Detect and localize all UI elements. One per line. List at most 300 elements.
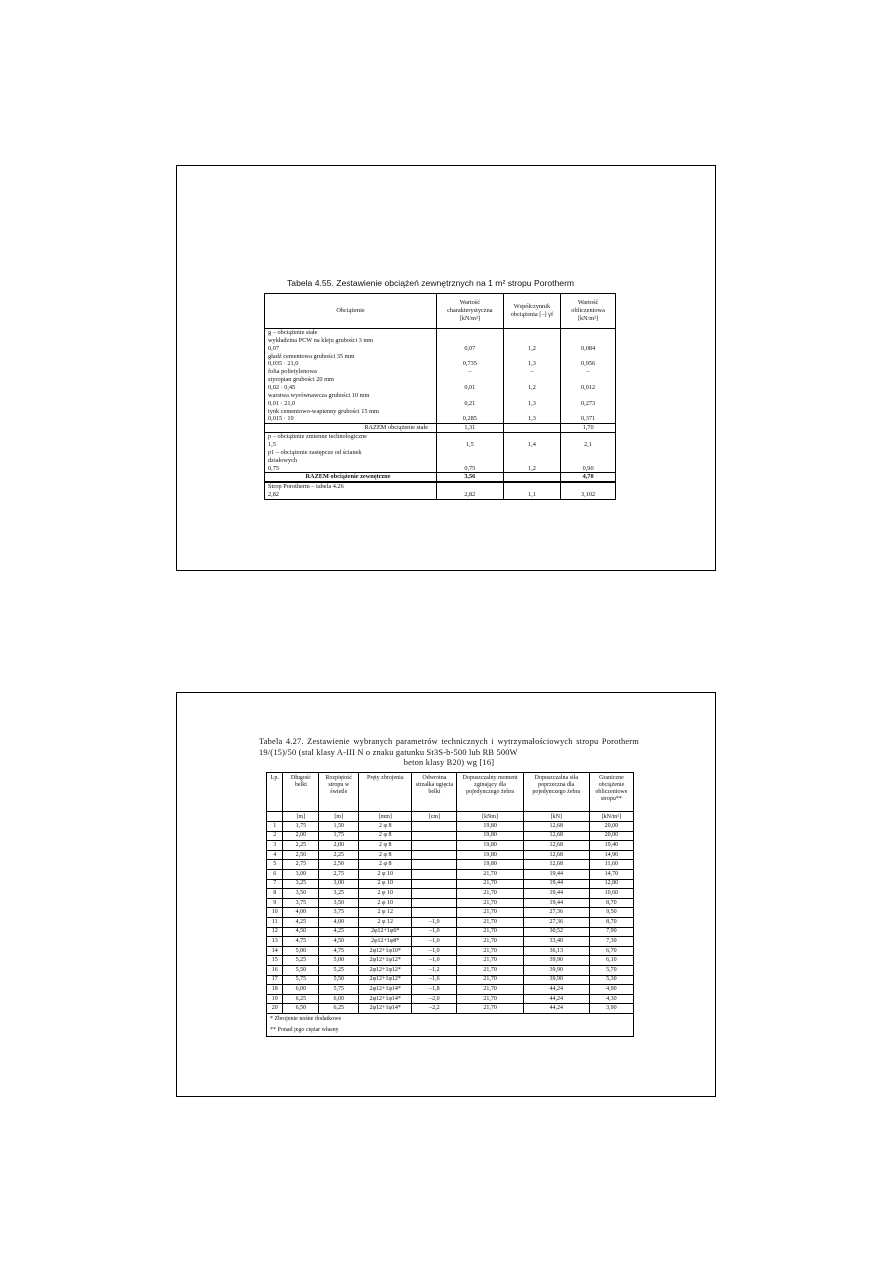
col-header-moment: Dopuszczalny moment zginający dla pojedynczego żebra: [457, 773, 523, 812]
limit-load-cell: 12,80: [589, 879, 633, 889]
value-factor: 1,2: [503, 384, 561, 392]
value-design: 3,102: [561, 491, 616, 499]
value-characteristic: [437, 433, 504, 441]
value-factor: 1,1: [503, 491, 561, 499]
span-cell: 2,25: [319, 850, 359, 860]
beam-length-cell: 4,50: [283, 927, 319, 937]
lp-cell: 7: [267, 879, 283, 889]
value-design: [561, 376, 616, 384]
table-row: [267, 831, 634, 841]
span-cell: 2,75: [319, 869, 359, 879]
unit-cell: [kN]: [523, 812, 589, 822]
lp-cell: 1: [267, 822, 283, 832]
table-row: [267, 908, 634, 918]
table-row: [267, 965, 634, 975]
col-header-design: Wartość obliczeniowa [kN/m²]: [561, 294, 616, 329]
rebars-cell: 2 φ 10: [359, 869, 412, 879]
value-design: [561, 408, 616, 416]
span-cell: 3,25: [319, 889, 359, 899]
moment-cell: 21,70: [457, 908, 523, 918]
value-characteristic: 0,21: [437, 400, 504, 408]
shear-cell: 44,24: [523, 994, 589, 1004]
beam-length-cell: 5,00: [283, 946, 319, 956]
limit-load-cell: 5,30: [589, 975, 633, 985]
unit-cell: [kNm]: [457, 812, 523, 822]
camber-cell: [412, 850, 457, 860]
span-cell: 4,50: [319, 937, 359, 947]
rebars-cell: 2φ12+1φ14*: [359, 994, 412, 1004]
table-row: [267, 956, 634, 966]
col-header-limit-load: Graniczne obciążenie obliczeniowe stropu**: [589, 773, 633, 812]
moment-cell: 21,70: [457, 1004, 523, 1014]
col-header-span: Rozpiętość stropu w świetle: [319, 773, 359, 812]
value-characteristic: 0,07: [437, 345, 504, 353]
load-description: 1,5: [265, 441, 437, 449]
shear-cell: 36,13: [523, 946, 589, 956]
unit-cell: [cm]: [412, 812, 457, 822]
value-characteristic: 0,735: [437, 360, 504, 368]
footnote-2: ** Ponad jego ciężar własny: [267, 1025, 634, 1037]
load-row: [265, 415, 616, 423]
value-factor: 1,3: [503, 415, 561, 423]
loads-table: [264, 293, 616, 500]
moment-cell: 21,70: [457, 917, 523, 927]
col-header-load: Obciążenie: [265, 294, 437, 329]
camber-cell: –1,0: [412, 927, 457, 937]
beam-length-cell: 5,75: [283, 975, 319, 985]
value-factor: [503, 329, 561, 337]
moment-cell: 21,70: [457, 927, 523, 937]
value-design: [561, 457, 616, 465]
camber-cell: [412, 869, 457, 879]
sum-value-characteristic: 1,31: [437, 424, 504, 433]
value-factor: 1,3: [503, 360, 561, 368]
rebars-cell: 2 φ 10: [359, 879, 412, 889]
moment-cell: 19,80: [457, 860, 523, 870]
load-description: Strop Porotherm – tabela 4.26: [265, 482, 437, 491]
moment-cell: 21,70: [457, 937, 523, 947]
caption-line-3: beton klasy B20) wg [16]: [403, 758, 495, 767]
value-characteristic: [437, 337, 504, 345]
table-row: [267, 860, 634, 870]
limit-load-cell: 3,90: [589, 1004, 633, 1014]
value-design: 0,371: [561, 415, 616, 423]
table-caption-4-55: Tabela 4.55. Zestawienie obciążeń zewnętrznych na 1 m² stropu Porotherm: [287, 278, 575, 288]
camber-cell: –1,0: [412, 917, 457, 927]
shear-cell: 12,68: [523, 860, 589, 870]
shear-cell: 39,90: [523, 975, 589, 985]
load-description: gładź cementowa grubości 35 mm: [265, 353, 437, 361]
dead-load-rows: [265, 329, 616, 424]
beam-length-cell: 2,25: [283, 841, 319, 851]
load-description: p1 – obciążenie zastępcze od ścianek: [265, 449, 437, 457]
span-cell: 1,50: [319, 822, 359, 832]
moment-cell: 21,70: [457, 956, 523, 966]
shear-cell: 44,24: [523, 985, 589, 995]
load-description: działowych: [265, 457, 437, 465]
span-cell: 3,00: [319, 879, 359, 889]
load-description: 0,035 · 21,0: [265, 360, 437, 368]
table-row: [267, 917, 634, 927]
table-caption-4-27: [259, 737, 639, 769]
rebars-cell: 2 φ 8: [359, 850, 412, 860]
limit-load-cell: 20,00: [589, 822, 633, 832]
limit-load-cell: 4,30: [589, 994, 633, 1004]
span-cell: 6,00: [319, 994, 359, 1004]
value-design: 0,012: [561, 384, 616, 392]
col-header-camber: Odwrotna strzałka ugięcia belki: [412, 773, 457, 812]
lp-cell: 10: [267, 908, 283, 918]
moment-cell: 21,70: [457, 985, 523, 995]
table-row: [267, 946, 634, 956]
limit-load-cell: 11,60: [589, 860, 633, 870]
load-row: [265, 465, 616, 473]
value-characteristic: 0,75: [437, 465, 504, 473]
lp-cell: 2: [267, 831, 283, 841]
lp-cell: 18: [267, 985, 283, 995]
moment-cell: 21,70: [457, 889, 523, 899]
limit-load-cell: 7,90: [589, 927, 633, 937]
value-characteristic: [437, 376, 504, 384]
beam-length-cell: 2,00: [283, 831, 319, 841]
value-design: [561, 337, 616, 345]
page-frame-1: [176, 165, 716, 571]
shear-cell: 39,90: [523, 965, 589, 975]
table-row: [267, 937, 634, 947]
value-design: 0,273: [561, 400, 616, 408]
value-characteristic: [437, 392, 504, 400]
sum-value-characteristic: 3,56: [437, 473, 504, 482]
camber-cell: [412, 822, 457, 832]
limit-load-cell: 6,10: [589, 956, 633, 966]
camber-cell: –1,2: [412, 965, 457, 975]
shear-cell: 19,44: [523, 898, 589, 908]
limit-load-cell: 10,60: [589, 889, 633, 899]
table-row: [267, 985, 634, 995]
span-cell: 2,50: [319, 860, 359, 870]
shear-cell: 39,90: [523, 956, 589, 966]
camber-cell: [412, 889, 457, 899]
limit-load-cell: 6,70: [589, 946, 633, 956]
span-cell: 1,75: [319, 831, 359, 841]
col-header-characteristic: Wartość charakterystyczna [kN/m²]: [437, 294, 504, 329]
load-row: [265, 376, 616, 384]
camber-cell: [412, 860, 457, 870]
load-description: 0,07: [265, 345, 437, 353]
value-characteristic: –: [437, 368, 504, 376]
rebars-cell: 2 φ 10: [359, 889, 412, 899]
shear-cell: 33,40: [523, 937, 589, 947]
beam-length-cell: 4,25: [283, 917, 319, 927]
load-row: [265, 329, 616, 337]
shear-cell: 44,24: [523, 1004, 589, 1014]
load-row: [265, 392, 616, 400]
load-description: 0,01 · 21,0: [265, 400, 437, 408]
value-factor: [503, 457, 561, 465]
load-row: [265, 482, 616, 491]
camber-cell: –1,0: [412, 956, 457, 966]
rebars-cell: 2φ12+1φ12*: [359, 975, 412, 985]
value-factor: [503, 392, 561, 400]
lp-cell: 16: [267, 965, 283, 975]
span-cell: 5,75: [319, 985, 359, 995]
beam-length-cell: 5,50: [283, 965, 319, 975]
value-design: 0,956: [561, 360, 616, 368]
value-design: 0,084: [561, 345, 616, 353]
slab-rows: [265, 482, 616, 499]
span-cell: 3,50: [319, 898, 359, 908]
shear-cell: 19,44: [523, 879, 589, 889]
load-description: 0,75: [265, 465, 437, 473]
load-row: [265, 400, 616, 408]
value-characteristic: [437, 329, 504, 337]
slab-parameters-table: [266, 772, 634, 1037]
rebars-cell: 2 φ 10: [359, 898, 412, 908]
limit-load-cell: 5,70: [589, 965, 633, 975]
footnote-row: [267, 1025, 634, 1037]
beam-length-cell: 6,50: [283, 1004, 319, 1014]
limit-load-cell: 7,30: [589, 937, 633, 947]
table-row: [267, 994, 634, 1004]
caption-line-2: stropu Porotherm 19/(15)/50 (stal klasy A-III N o znaku gatunku St3S-b-500 lub RB 500W: [259, 737, 640, 757]
rebars-cell: 2 φ 12: [359, 917, 412, 927]
moment-cell: 19,80: [457, 822, 523, 832]
load-row: [265, 457, 616, 465]
table-row: [267, 927, 634, 937]
beam-length-cell: 6,00: [283, 985, 319, 995]
camber-cell: [412, 908, 457, 918]
shear-cell: 12,68: [523, 850, 589, 860]
span-cell: 4,00: [319, 917, 359, 927]
sum-value-factor: [503, 424, 561, 433]
beam-length-cell: 2,50: [283, 850, 319, 860]
table-row: [267, 841, 634, 851]
limit-load-cell: 8,70: [589, 898, 633, 908]
page-frame-2: [176, 692, 716, 1097]
beam-length-cell: 4,00: [283, 908, 319, 918]
moment-cell: 21,70: [457, 869, 523, 879]
value-design: –: [561, 368, 616, 376]
beam-length-cell: 2,75: [283, 860, 319, 870]
load-description: p – obciążenie zmienne technologiczne: [265, 433, 437, 441]
load-description: 0,02 · 0,45: [265, 384, 437, 392]
lp-cell: 6: [267, 869, 283, 879]
moment-cell: 19,80: [457, 831, 523, 841]
beam-length-cell: 4,75: [283, 937, 319, 947]
load-row: [265, 408, 616, 416]
load-row: [265, 337, 616, 345]
load-description: tynk cementowo-wapienny grubości 15 mm: [265, 408, 437, 416]
load-row: [265, 384, 616, 392]
value-characteristic: 1,5: [437, 441, 504, 449]
value-characteristic: [437, 457, 504, 465]
limit-load-cell: 19,40: [589, 841, 633, 851]
table-row: [267, 1004, 634, 1014]
load-description: styropian grubości 20 mm: [265, 376, 437, 384]
camber-cell: –2,2: [412, 1004, 457, 1014]
lp-cell: 20: [267, 1004, 283, 1014]
load-row: [265, 345, 616, 353]
moment-cell: 21,70: [457, 994, 523, 1004]
lp-cell: 9: [267, 898, 283, 908]
value-characteristic: [437, 408, 504, 416]
value-factor: [503, 353, 561, 361]
load-row: [265, 449, 616, 457]
load-row: [265, 491, 616, 499]
beam-length-cell: 6,25: [283, 994, 319, 1004]
rebars-cell: 2 φ 8: [359, 860, 412, 870]
value-characteristic: 0,285: [437, 415, 504, 423]
span-cell: 5,25: [319, 965, 359, 975]
load-description: wykładzina PCW na kleju grubości 3 mm: [265, 337, 437, 345]
rebars-cell: 2 φ 8: [359, 841, 412, 851]
shear-cell: 19,44: [523, 869, 589, 879]
load-row: [265, 353, 616, 361]
col-header-factor: Współczynnik obciążenia [–] γf: [503, 294, 561, 329]
shear-cell: 19,44: [523, 889, 589, 899]
sum-value-design: 4,70: [561, 473, 616, 482]
rebars-cell: 2φ12+1φ12*: [359, 956, 412, 966]
rebars-cell: 2φ12+1φ14*: [359, 985, 412, 995]
table-row: [267, 889, 634, 899]
sum-label: RAZEM obciążenie zewnętrzne: [265, 473, 437, 482]
value-factor: [503, 433, 561, 441]
live-load-rows: [265, 433, 616, 473]
camber-cell: –1,0: [412, 937, 457, 947]
limit-load-cell: 14,70: [589, 869, 633, 879]
unit-cell: [mm]: [359, 812, 412, 822]
value-characteristic: 0,01: [437, 384, 504, 392]
rebars-cell: 2 φ 8: [359, 822, 412, 832]
units-row: [267, 812, 634, 822]
value-factor: 1,2: [503, 465, 561, 473]
shear-cell: 27,36: [523, 917, 589, 927]
camber-cell: [412, 898, 457, 908]
rebars-cell: 2φ12+1φ14*: [359, 1004, 412, 1014]
table-row: [267, 975, 634, 985]
load-description: folia polietylenowa: [265, 368, 437, 376]
value-design: 2,1: [561, 441, 616, 449]
camber-cell: [412, 831, 457, 841]
unit-cell: [m]: [283, 812, 319, 822]
value-factor: [503, 449, 561, 457]
shear-cell: 12,68: [523, 841, 589, 851]
lp-cell: 3: [267, 841, 283, 851]
lp-cell: 13: [267, 937, 283, 947]
footnote-1: * Zbrojenie nośne dodatkowe: [267, 1013, 634, 1025]
moment-cell: 19,80: [457, 841, 523, 851]
beam-length-cell: 3,75: [283, 898, 319, 908]
load-row: [265, 360, 616, 368]
sum-row-dead: [265, 424, 616, 433]
value-design: [561, 449, 616, 457]
lp-cell: 5: [267, 860, 283, 870]
caption-line-1: Tabela 4.27. Zestawienie wybranych parametrów technicznych i wytrzymałościowych: [259, 737, 573, 746]
limit-load-cell: 20,00: [589, 831, 633, 841]
span-cell: 5,50: [319, 975, 359, 985]
lp-cell: 8: [267, 889, 283, 899]
rebars-cell: 2φ12+1φ6*: [359, 927, 412, 937]
camber-cell: –1,6: [412, 975, 457, 985]
value-design: [561, 482, 616, 491]
value-factor: 1,4: [503, 441, 561, 449]
value-factor: 1,2: [503, 345, 561, 353]
sum-row-external: [265, 473, 616, 482]
rebars-cell: 2 φ 12: [359, 908, 412, 918]
span-cell: 2,00: [319, 841, 359, 851]
value-factor: 1,3: [503, 400, 561, 408]
parameter-rows: [267, 822, 634, 1014]
camber-cell: –1,0: [412, 946, 457, 956]
load-row: [265, 441, 616, 449]
value-design: [561, 329, 616, 337]
value-characteristic: [437, 449, 504, 457]
value-factor: [503, 376, 561, 384]
sum-value-design: 1,70: [561, 424, 616, 433]
beam-length-cell: 3,25: [283, 879, 319, 889]
load-description: warstwa wyrównawcza grubości 10 mm: [265, 392, 437, 400]
rebars-cell: 2 φ 8: [359, 831, 412, 841]
lp-cell: 12: [267, 927, 283, 937]
col-header-rebars: Pręty zbrojenia: [359, 773, 412, 812]
lp-cell: 15: [267, 956, 283, 966]
lp-cell: 19: [267, 994, 283, 1004]
moment-cell: 21,70: [457, 975, 523, 985]
limit-load-cell: 14,90: [589, 850, 633, 860]
beam-length-cell: 5,25: [283, 956, 319, 966]
value-design: 0,90: [561, 465, 616, 473]
rebars-cell: 2φ12+1φ12*: [359, 965, 412, 975]
camber-cell: [412, 841, 457, 851]
lp-cell: 4: [267, 850, 283, 860]
moment-cell: 21,70: [457, 879, 523, 889]
table-row: [267, 822, 634, 832]
value-characteristic: 2,82: [437, 491, 504, 499]
unit-cell: [m]: [319, 812, 359, 822]
shear-cell: 30,52: [523, 927, 589, 937]
shear-cell: 12,68: [523, 831, 589, 841]
value-factor: [503, 482, 561, 491]
moment-cell: 19,80: [457, 850, 523, 860]
span-cell: 4,75: [319, 946, 359, 956]
shear-cell: 12,68: [523, 822, 589, 832]
table-row: [267, 898, 634, 908]
limit-load-cell: 4,90: [589, 985, 633, 995]
load-description: g – obciążenie stałe: [265, 329, 437, 337]
lp-cell: 14: [267, 946, 283, 956]
moment-cell: 21,70: [457, 898, 523, 908]
value-design: [561, 392, 616, 400]
value-factor: –: [503, 368, 561, 376]
footnote-row: [267, 1013, 634, 1025]
value-factor: [503, 337, 561, 345]
value-design: [561, 353, 616, 361]
camber-cell: –1,8: [412, 985, 457, 995]
value-characteristic: [437, 353, 504, 361]
moment-cell: 21,70: [457, 965, 523, 975]
load-description: 0,015 · 19: [265, 415, 437, 423]
moment-cell: 21,70: [457, 946, 523, 956]
col-header-beam-length: Długość belki: [283, 773, 319, 812]
table-row: [267, 850, 634, 860]
limit-load-cell: 8,70: [589, 917, 633, 927]
camber-cell: –2,0: [412, 994, 457, 1004]
load-row: [265, 368, 616, 376]
sum-label: RAZEM obciążenie stałe: [265, 424, 437, 433]
load-description: 2,82: [265, 491, 437, 499]
load-row: [265, 433, 616, 441]
lp-cell: 11: [267, 917, 283, 927]
